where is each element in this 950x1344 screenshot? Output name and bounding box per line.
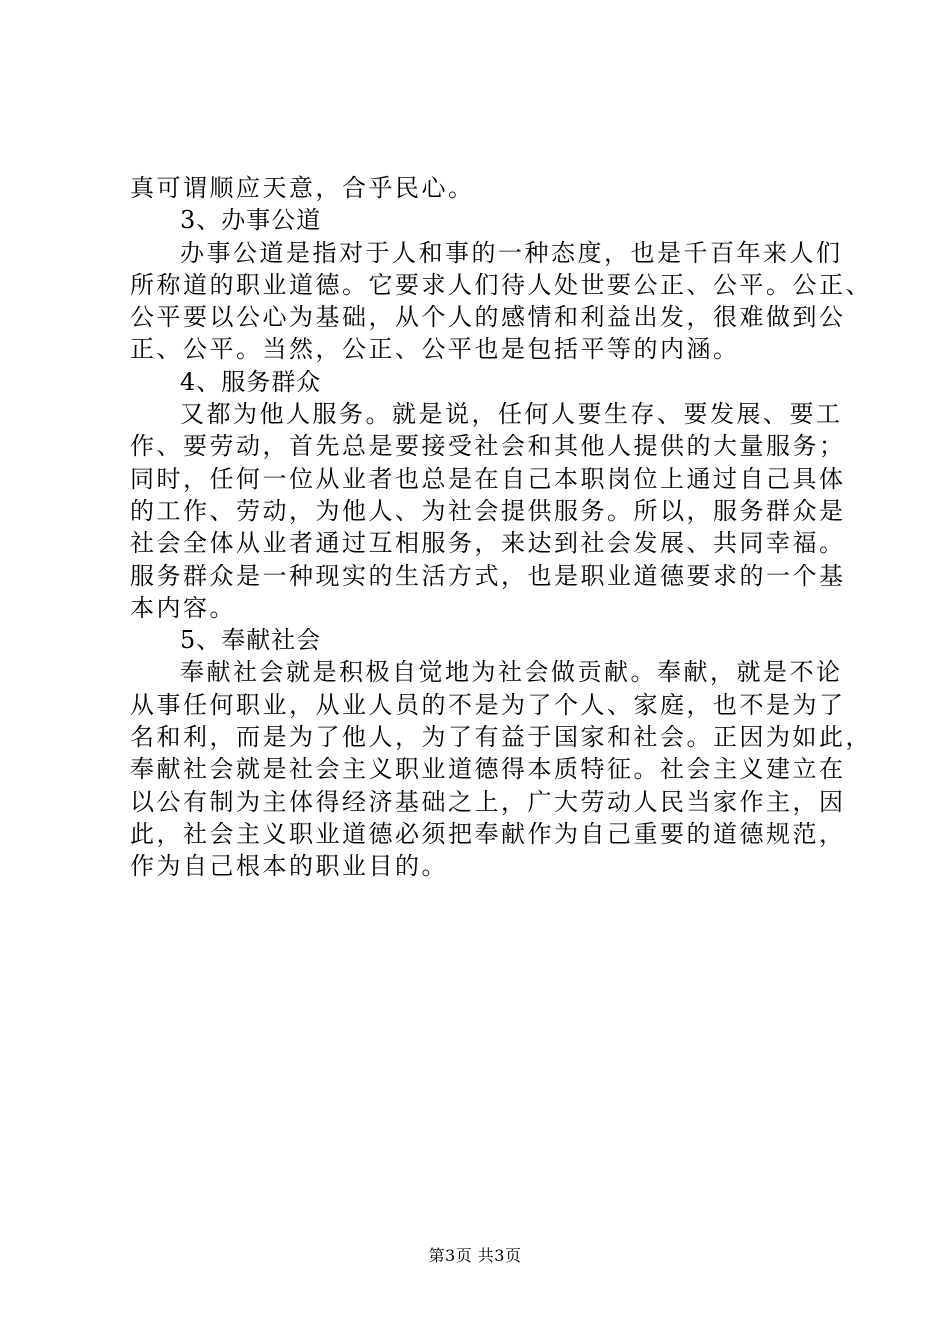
section-heading-3: 3、办事公道 — [180, 206, 322, 235]
text-line: 正、公平。当然，公正、公平也是包括平等的内涵。 — [130, 335, 740, 364]
document-body — [130, 172, 872, 883]
section-heading-5: 5、奉献社会 — [180, 626, 322, 655]
text-line: 公平要以公心为基础，从个人的感情和利益出发，很难做到公 — [130, 303, 846, 332]
text-line: 奉献社会就是社会主义职业道德得本质特征。社会主义建立在 — [130, 755, 846, 784]
text-line: 的工作、劳动，为他人、为社会提供服务。所以，服务群众是 — [130, 496, 846, 525]
text-line: 奉献社会就是积极自觉地为社会做贡献。奉献，就是不论 — [180, 658, 843, 687]
text-line: 以公有制为主体得经济基础之上，广大劳动人民当家作主，因 — [130, 787, 846, 816]
text-line: 名和利，而是为了他人，为了有益于国家和社会。正因为如此， — [130, 723, 872, 752]
text-line: 作为自己根本的职业目的。 — [130, 852, 448, 881]
text-line: 作、要劳动，首先总是要接受社会和其他人提供的大量服务； — [130, 432, 846, 461]
page-number-footer: 第3页 共3页 — [428, 1246, 522, 1265]
text-line: 社会全体从业者通过互相服务，来达到社会发展、共同幸福。 — [130, 529, 846, 558]
text-line: 从事任何职业，从业人员的不是为了个人、家庭，也不是为了 — [130, 690, 846, 719]
text-line: 办事公道是指对于人和事的一种态度，也是千百年来人们 — [180, 238, 843, 267]
text-line: 又都为他人服务。就是说，任何人要生存、要发展、要工 — [180, 400, 843, 429]
text-line: 同时，任何一位从业者也总是在自己本职岗位上通过自己具体 — [130, 464, 846, 493]
text-line: 服务群众是一种现实的生活方式，也是职业道德要求的一个基 — [130, 561, 846, 590]
section-heading-4: 4、服务群众 — [180, 367, 322, 396]
text-line: 本内容。 — [130, 593, 236, 622]
text-line: 所称道的职业道德。它要求人们待人处世要公正、公平。公正、 — [130, 270, 872, 299]
text-line: 真可谓顺应天意，合乎民心。 — [130, 174, 475, 202]
text-line: 此，社会主义职业道德必须把奉献作为自己重要的道德规范， — [130, 819, 846, 848]
